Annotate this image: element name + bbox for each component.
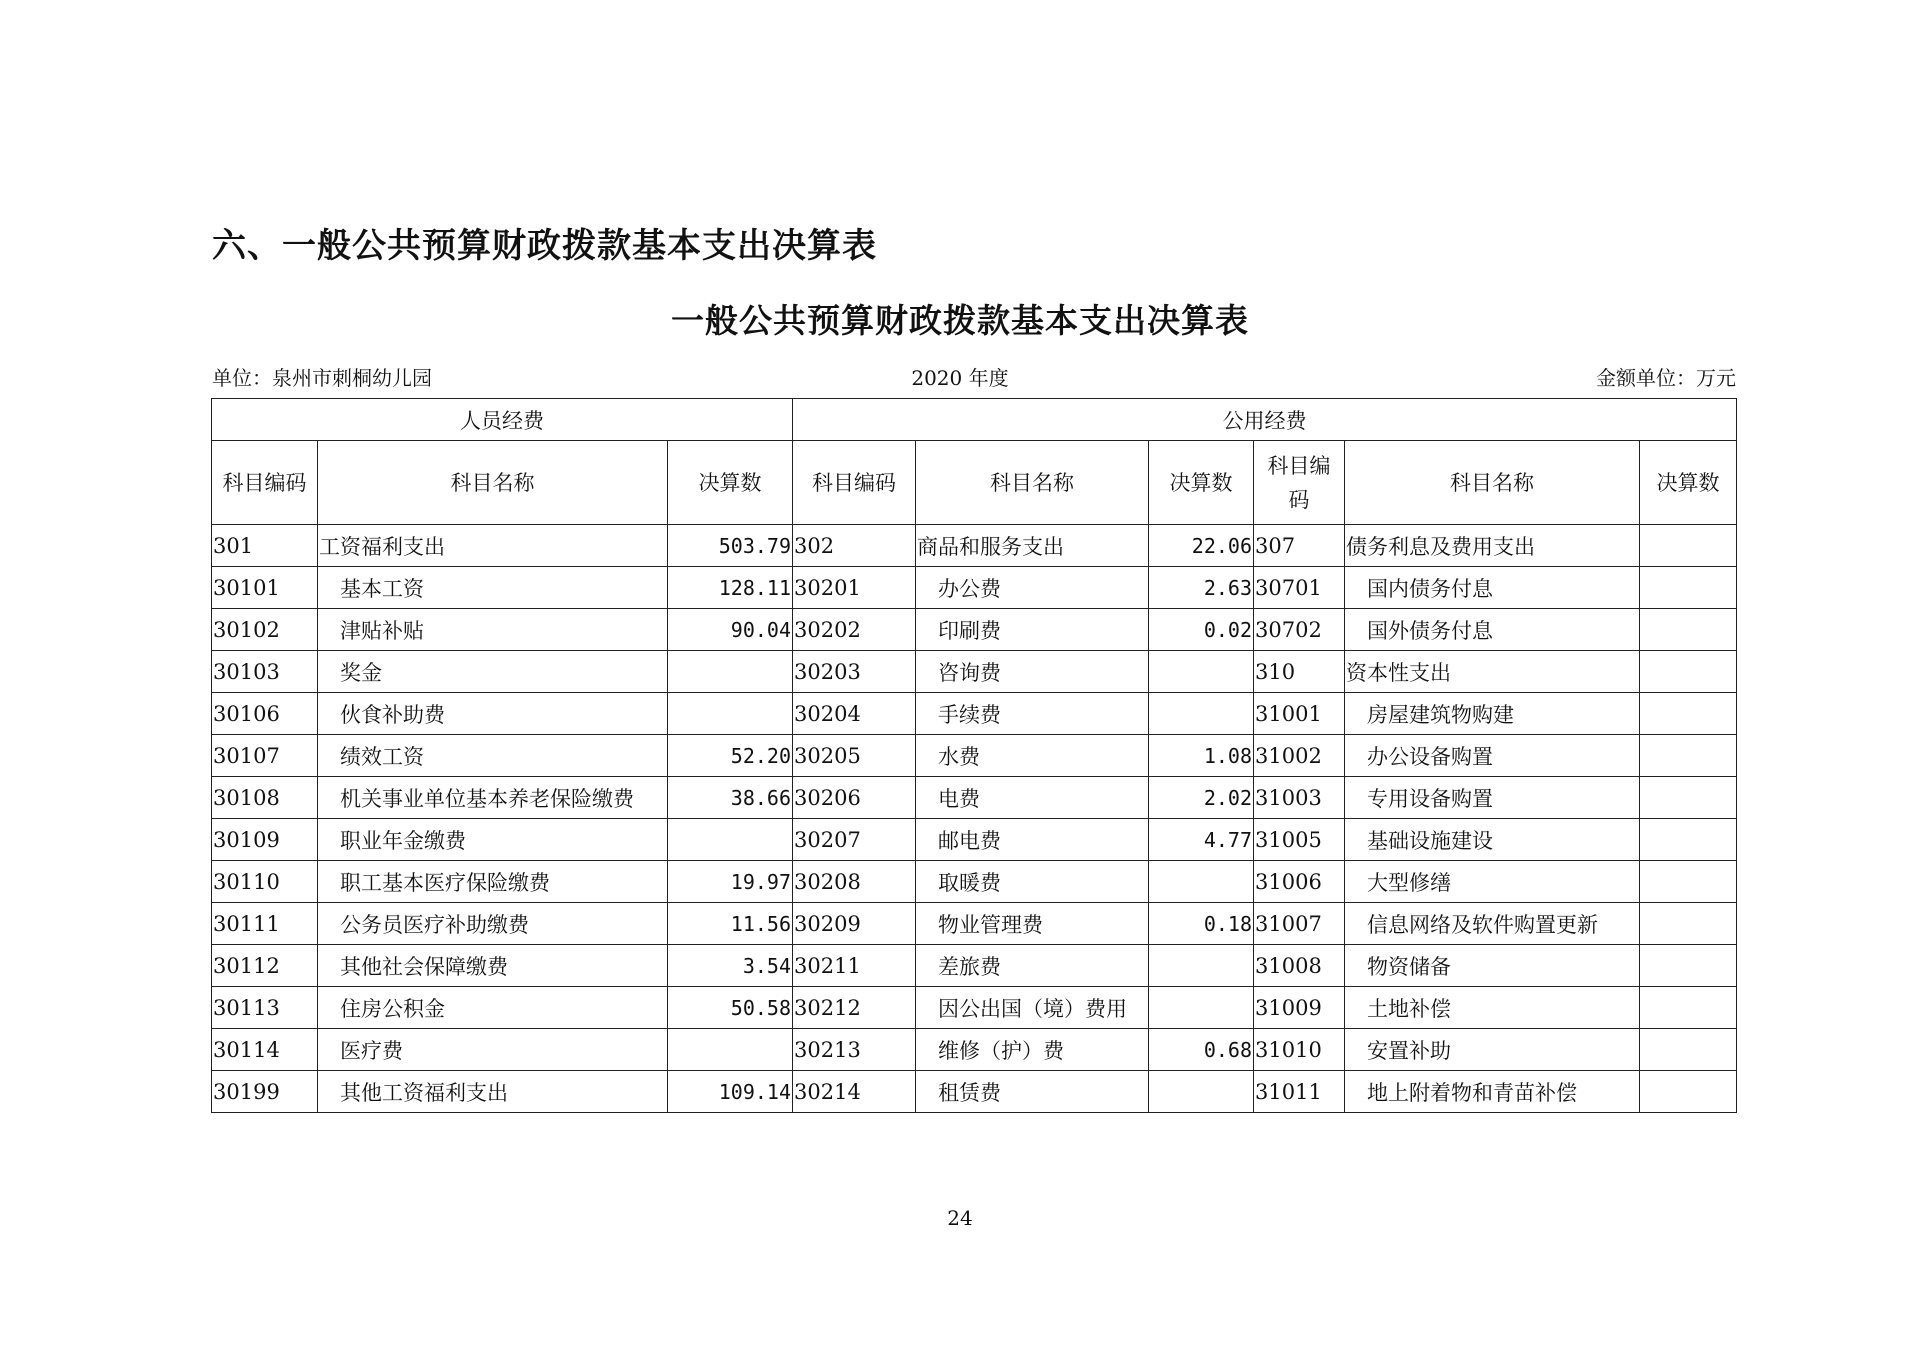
name-cell: 差旅费 xyxy=(916,945,1149,987)
header-name-2: 科目名称 xyxy=(916,441,1149,525)
code-cell: 30206 xyxy=(793,777,916,819)
code-cell: 30108 xyxy=(212,777,318,819)
amount-cell xyxy=(668,693,793,735)
table-row xyxy=(212,609,1737,651)
code-cell: 31010 xyxy=(1254,1029,1345,1071)
code-cell: 30209 xyxy=(793,903,916,945)
amount-cell: 11.56 xyxy=(668,903,793,945)
name-cell: 住房公积金 xyxy=(318,987,668,1029)
amount-cell: 503.79 xyxy=(668,525,793,567)
code-cell: 30701 xyxy=(1254,567,1345,609)
amount-cell: 4.77 xyxy=(1149,819,1254,861)
amount-cell xyxy=(1149,987,1254,1029)
header-name-3: 科目名称 xyxy=(1345,441,1640,525)
code-cell: 30205 xyxy=(793,735,916,777)
code-cell: 31009 xyxy=(1254,987,1345,1029)
group-personnel: 人员经费 xyxy=(212,399,793,441)
amount-cell xyxy=(1149,651,1254,693)
amount-cell: 38.66 xyxy=(668,777,793,819)
name-cell: 物业管理费 xyxy=(916,903,1149,945)
page-number: 24 xyxy=(947,1206,973,1230)
code-cell: 30208 xyxy=(793,861,916,903)
amount-cell xyxy=(668,819,793,861)
column-header-row xyxy=(212,441,1737,525)
name-cell: 地上附着物和青苗补偿 xyxy=(1345,1071,1640,1113)
name-cell: 奖金 xyxy=(318,651,668,693)
code-cell: 30110 xyxy=(212,861,318,903)
amount-cell xyxy=(1640,819,1737,861)
amount-cell: 109.14 xyxy=(668,1071,793,1113)
year-label: 2020 年度 xyxy=(911,366,1009,390)
amount-cell: 1.08 xyxy=(1149,735,1254,777)
amount-cell: 50.58 xyxy=(668,987,793,1029)
amount-cell xyxy=(1149,1071,1254,1113)
code-cell: 30211 xyxy=(793,945,916,987)
name-cell: 基本工资 xyxy=(318,567,668,609)
name-cell: 职工基本医疗保险缴费 xyxy=(318,861,668,903)
name-cell: 因公出国（境）费用 xyxy=(916,987,1149,1029)
code-cell: 30203 xyxy=(793,651,916,693)
code-cell: 30702 xyxy=(1254,609,1345,651)
code-cell: 30102 xyxy=(212,609,318,651)
amount-cell xyxy=(1640,777,1737,819)
table-row xyxy=(212,945,1737,987)
header-amount-3: 决算数 xyxy=(1640,441,1737,525)
table-row xyxy=(212,1071,1737,1113)
code-cell: 301 xyxy=(212,525,318,567)
name-cell: 医疗费 xyxy=(318,1029,668,1071)
amount-cell xyxy=(1149,945,1254,987)
header-name-1: 科目名称 xyxy=(318,441,668,525)
header-amount-2: 决算数 xyxy=(1149,441,1254,525)
name-cell: 取暖费 xyxy=(916,861,1149,903)
code-cell: 30113 xyxy=(212,987,318,1029)
amount-cell xyxy=(1640,525,1737,567)
name-cell: 绩效工资 xyxy=(318,735,668,777)
code-cell: 30204 xyxy=(793,693,916,735)
amount-cell xyxy=(1640,735,1737,777)
code-cell: 30111 xyxy=(212,903,318,945)
code-cell: 30201 xyxy=(793,567,916,609)
name-cell: 职业年金缴费 xyxy=(318,819,668,861)
name-cell: 国内债务付息 xyxy=(1345,567,1640,609)
name-cell: 咨询费 xyxy=(916,651,1149,693)
amount-cell xyxy=(1640,567,1737,609)
table-row xyxy=(212,735,1737,777)
amount-cell: 0.18 xyxy=(1149,903,1254,945)
amount-cell: 0.68 xyxy=(1149,1029,1254,1071)
unit-label: 单位：泉州市刺桐幼儿园 xyxy=(212,366,432,390)
amount-cell: 22.06 xyxy=(1149,525,1254,567)
amount-cell xyxy=(1640,945,1737,987)
amount-cell: 19.97 xyxy=(668,861,793,903)
amount-cell xyxy=(1640,1029,1737,1071)
amount-cell xyxy=(668,651,793,693)
amount-cell: 90.04 xyxy=(668,609,793,651)
header-code-2: 科目编码 xyxy=(793,441,916,525)
money-unit-label: 金额单位：万元 xyxy=(1596,366,1736,390)
name-cell: 水费 xyxy=(916,735,1149,777)
amount-cell xyxy=(1640,861,1737,903)
code-cell: 30207 xyxy=(793,819,916,861)
name-cell: 土地补偿 xyxy=(1345,987,1640,1029)
code-cell: 31002 xyxy=(1254,735,1345,777)
group-public: 公用经费 xyxy=(793,399,1737,441)
name-cell: 手续费 xyxy=(916,693,1149,735)
amount-cell: 2.63 xyxy=(1149,567,1254,609)
name-cell: 基础设施建设 xyxy=(1345,819,1640,861)
code-cell: 30202 xyxy=(793,609,916,651)
amount-cell: 0.02 xyxy=(1149,609,1254,651)
name-cell: 国外债务付息 xyxy=(1345,609,1640,651)
name-cell: 租赁费 xyxy=(916,1071,1149,1113)
name-cell: 机关事业单位基本养老保险缴费 xyxy=(318,777,668,819)
code-cell: 30109 xyxy=(212,819,318,861)
header-code-1: 科目编码 xyxy=(212,441,318,525)
table-row xyxy=(212,819,1737,861)
code-cell: 30214 xyxy=(793,1071,916,1113)
amount-cell xyxy=(1640,987,1737,1029)
code-cell: 30114 xyxy=(212,1029,318,1071)
name-cell: 安置补助 xyxy=(1345,1029,1640,1071)
amount-cell: 3.54 xyxy=(668,945,793,987)
code-cell: 31007 xyxy=(1254,903,1345,945)
name-cell: 商品和服务支出 xyxy=(916,525,1149,567)
table-row xyxy=(212,525,1737,567)
name-cell: 电费 xyxy=(916,777,1149,819)
amount-cell xyxy=(1640,609,1737,651)
budget-table xyxy=(211,398,1737,1113)
code-cell: 31011 xyxy=(1254,1071,1345,1113)
name-cell: 邮电费 xyxy=(916,819,1149,861)
header-amount-1: 决算数 xyxy=(668,441,793,525)
code-cell: 30112 xyxy=(212,945,318,987)
name-cell: 伙食补助费 xyxy=(318,693,668,735)
name-cell: 公务员医疗补助缴费 xyxy=(318,903,668,945)
amount-cell xyxy=(1640,1071,1737,1113)
name-cell: 信息网络及软件购置更新 xyxy=(1345,903,1640,945)
name-cell: 印刷费 xyxy=(916,609,1149,651)
code-cell: 310 xyxy=(1254,651,1345,693)
group-header-row xyxy=(212,399,1737,441)
code-cell: 30103 xyxy=(212,651,318,693)
code-cell: 30101 xyxy=(212,567,318,609)
name-cell: 其他工资福利支出 xyxy=(318,1071,668,1113)
table-row xyxy=(212,861,1737,903)
table-row xyxy=(212,987,1737,1029)
name-cell: 办公设备购置 xyxy=(1345,735,1640,777)
table-row xyxy=(212,651,1737,693)
section-title: 六、一般公共预算财政拨款基本支出决算表 xyxy=(212,226,877,266)
amount-cell xyxy=(1149,861,1254,903)
name-cell: 物资储备 xyxy=(1345,945,1640,987)
amount-cell xyxy=(1640,903,1737,945)
table-row xyxy=(212,567,1737,609)
code-cell: 307 xyxy=(1254,525,1345,567)
name-cell: 专用设备购置 xyxy=(1345,777,1640,819)
table-title: 一般公共预算财政拨款基本支出决算表 xyxy=(671,301,1249,340)
code-cell: 31005 xyxy=(1254,819,1345,861)
code-cell: 31008 xyxy=(1254,945,1345,987)
name-cell: 津贴补贴 xyxy=(318,609,668,651)
header-code-3: 科目编码 xyxy=(1254,441,1345,525)
name-cell: 办公费 xyxy=(916,567,1149,609)
name-cell: 工资福利支出 xyxy=(318,525,668,567)
code-cell: 31001 xyxy=(1254,693,1345,735)
name-cell: 资本性支出 xyxy=(1345,651,1640,693)
amount-cell xyxy=(1640,651,1737,693)
table-row xyxy=(212,1029,1737,1071)
amount-cell: 2.02 xyxy=(1149,777,1254,819)
code-cell: 302 xyxy=(793,525,916,567)
table-row xyxy=(212,903,1737,945)
amount-cell: 128.11 xyxy=(668,567,793,609)
name-cell: 其他社会保障缴费 xyxy=(318,945,668,987)
name-cell: 大型修缮 xyxy=(1345,861,1640,903)
name-cell: 债务利息及费用支出 xyxy=(1345,525,1640,567)
amount-cell xyxy=(1149,693,1254,735)
table-row xyxy=(212,777,1737,819)
code-cell: 30212 xyxy=(793,987,916,1029)
code-cell: 30107 xyxy=(212,735,318,777)
amount-cell xyxy=(1640,693,1737,735)
amount-cell xyxy=(668,1029,793,1071)
code-cell: 30106 xyxy=(212,693,318,735)
code-cell: 30199 xyxy=(212,1071,318,1113)
amount-cell: 52.20 xyxy=(668,735,793,777)
code-cell: 31003 xyxy=(1254,777,1345,819)
table-row xyxy=(212,693,1737,735)
name-cell: 房屋建筑物购建 xyxy=(1345,693,1640,735)
code-cell: 31006 xyxy=(1254,861,1345,903)
name-cell: 维修（护）费 xyxy=(916,1029,1149,1071)
code-cell: 30213 xyxy=(793,1029,916,1071)
